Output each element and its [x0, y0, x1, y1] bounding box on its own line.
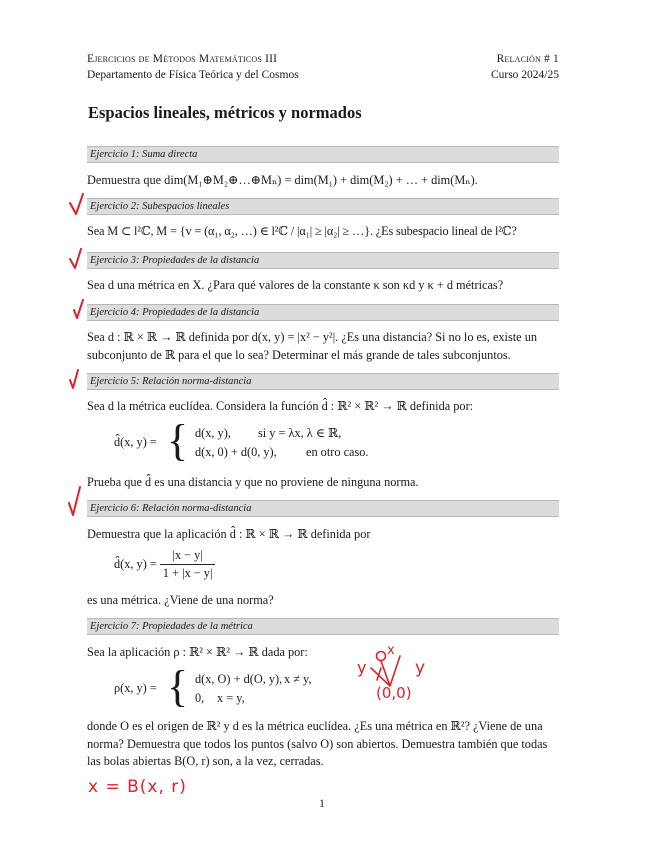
exercise-1-title: Ejercicio 1: Suma directa [87, 146, 559, 163]
exercise-5-title: Ejercicio 5: Relación norma-distancia [87, 373, 559, 390]
exercise-7-case-2-cond: x = y, [217, 691, 245, 705]
exercise-3-text: Sea d una métrica en X. ¿Para qué valores de la constante κ son κd y κ + d métricas? [87, 278, 504, 292]
exercise-4-title: Ejercicio 4: Propiedades de la distancia [87, 304, 559, 321]
checkmark-icon [70, 194, 83, 214]
sketch-label-y-right: y [415, 658, 426, 678]
checkmark-icon [70, 249, 81, 268]
exercise-6-formula-lhs: d̂(x, y) = [114, 557, 157, 571]
document-title: Espacios lineales, métricos y normados [88, 103, 362, 122]
exercise-7-brace: { [167, 662, 189, 711]
checkmark-icon [74, 300, 83, 318]
page-number: 1 [319, 796, 325, 810]
exercise-7-case-1-cond: x ≠ y, [284, 672, 312, 686]
course-year: Curso 2024/25 [490, 69, 559, 81]
exercise-2-title: Ejercicio 2: Subespacios lineales [87, 198, 559, 215]
sketch-label-x: x [387, 643, 395, 658]
exercise-6-title: Ejercicio 6: Relación norma-distancia [87, 500, 559, 517]
exercise-5-text: Sea d la métrica euclídea. Considera la función d̂ : ℝ² × ℝ² → ℝ definida por: [87, 399, 474, 413]
exercise-7-formula-lhs: ρ(x, y) = [114, 681, 157, 695]
exercise-6-text: Demuestra que la aplicación d̂ : ℝ × ℝ → ℝ definida por [87, 527, 371, 541]
exercise-5-formula-lhs: d̂(x, y) = [114, 435, 157, 449]
relation-number: Relación # 1 [496, 53, 559, 65]
checkmark-icon [69, 487, 80, 515]
exercise-6-frac-numerator: |x − y| [160, 548, 216, 565]
exercise-6-text-after: es una métrica. ¿Viene de una norma? [87, 593, 274, 607]
sketch-label-y-left: y [357, 658, 367, 677]
sketch-label-origin: (0,0) [376, 684, 412, 702]
exercise-4-text: Sea d : ℝ × ℝ → ℝ definida por d(x, y) = |x² − y²|. ¿Es una distancia? Si no lo es, existe un subconjunto de ℝ para el que lo sea? Determinar el más grande de tales subconjuntos. [87, 330, 538, 362]
department: Departamento de Física Teórica y del Cosmos [87, 69, 299, 81]
sketch-vectors-icon [371, 656, 400, 686]
exercise-5-brace: { [167, 416, 189, 465]
exercise-5-case-1-cond: si y = λx, λ ∈ ℝ, [258, 426, 342, 440]
course-title: Ejercicios de Métodos Matemáticos III [87, 53, 278, 65]
exercise-5-case-2-expr: d(x, 0) + d(0, y), [195, 445, 277, 459]
exercise-7-case-1-expr: d(x, O) + d(O, y), [195, 672, 283, 686]
sketch-circle-icon [377, 652, 386, 661]
checkmark-icon [70, 370, 78, 388]
exercise-7-case-2-expr: 0, [195, 691, 205, 705]
exercise-7-text: Sea la aplicación ρ : ℝ² × ℝ² → ℝ dada por: [87, 645, 308, 659]
exercise-5-case-2-cond: en otro caso. [306, 445, 369, 459]
handwritten-note: x = B(x, r) [88, 777, 187, 797]
exercise-2-text: Sea M ⊂ l²ℂ, M = {v = (α₁, α₂, …) ∈ l²ℂ / |α₁| ≥ |α₂| ≥ …}. ¿Es subespacio lineal de l²ℂ? [87, 224, 517, 238]
exercise-1-text: Demuestra que dim(M₁⊕M₂⊕…⊕Mₙ) = dim(M₁) + dim(M₂) + … + dim(Mₙ). [87, 173, 478, 187]
exercise-6-frac-denominator: 1 + |x − y| [162, 566, 213, 580]
exercise-7-text-after: donde O es el origen de ℝ² y d es la métrica euclídea. ¿Es una métrica en ℝ²? ¿Viene de una norma? Demuestra que todos los puntos (salvo O) son abiertos. Demuestra también que todas las bolas abiertas B(O, r) son, a la vez, cerradas. [87, 719, 548, 768]
exercise-3-title: Ejercicio 3: Propiedades de la distancia [87, 252, 559, 269]
exercise-5-text-after: Prueba que d̂ es una distancia y que no proviene de ninguna norma. [87, 475, 419, 489]
exercise-7-title: Ejercicio 7: Propiedades de la métrica [87, 618, 559, 635]
exercise-5-case-1-expr: d(x, y), [195, 426, 231, 440]
